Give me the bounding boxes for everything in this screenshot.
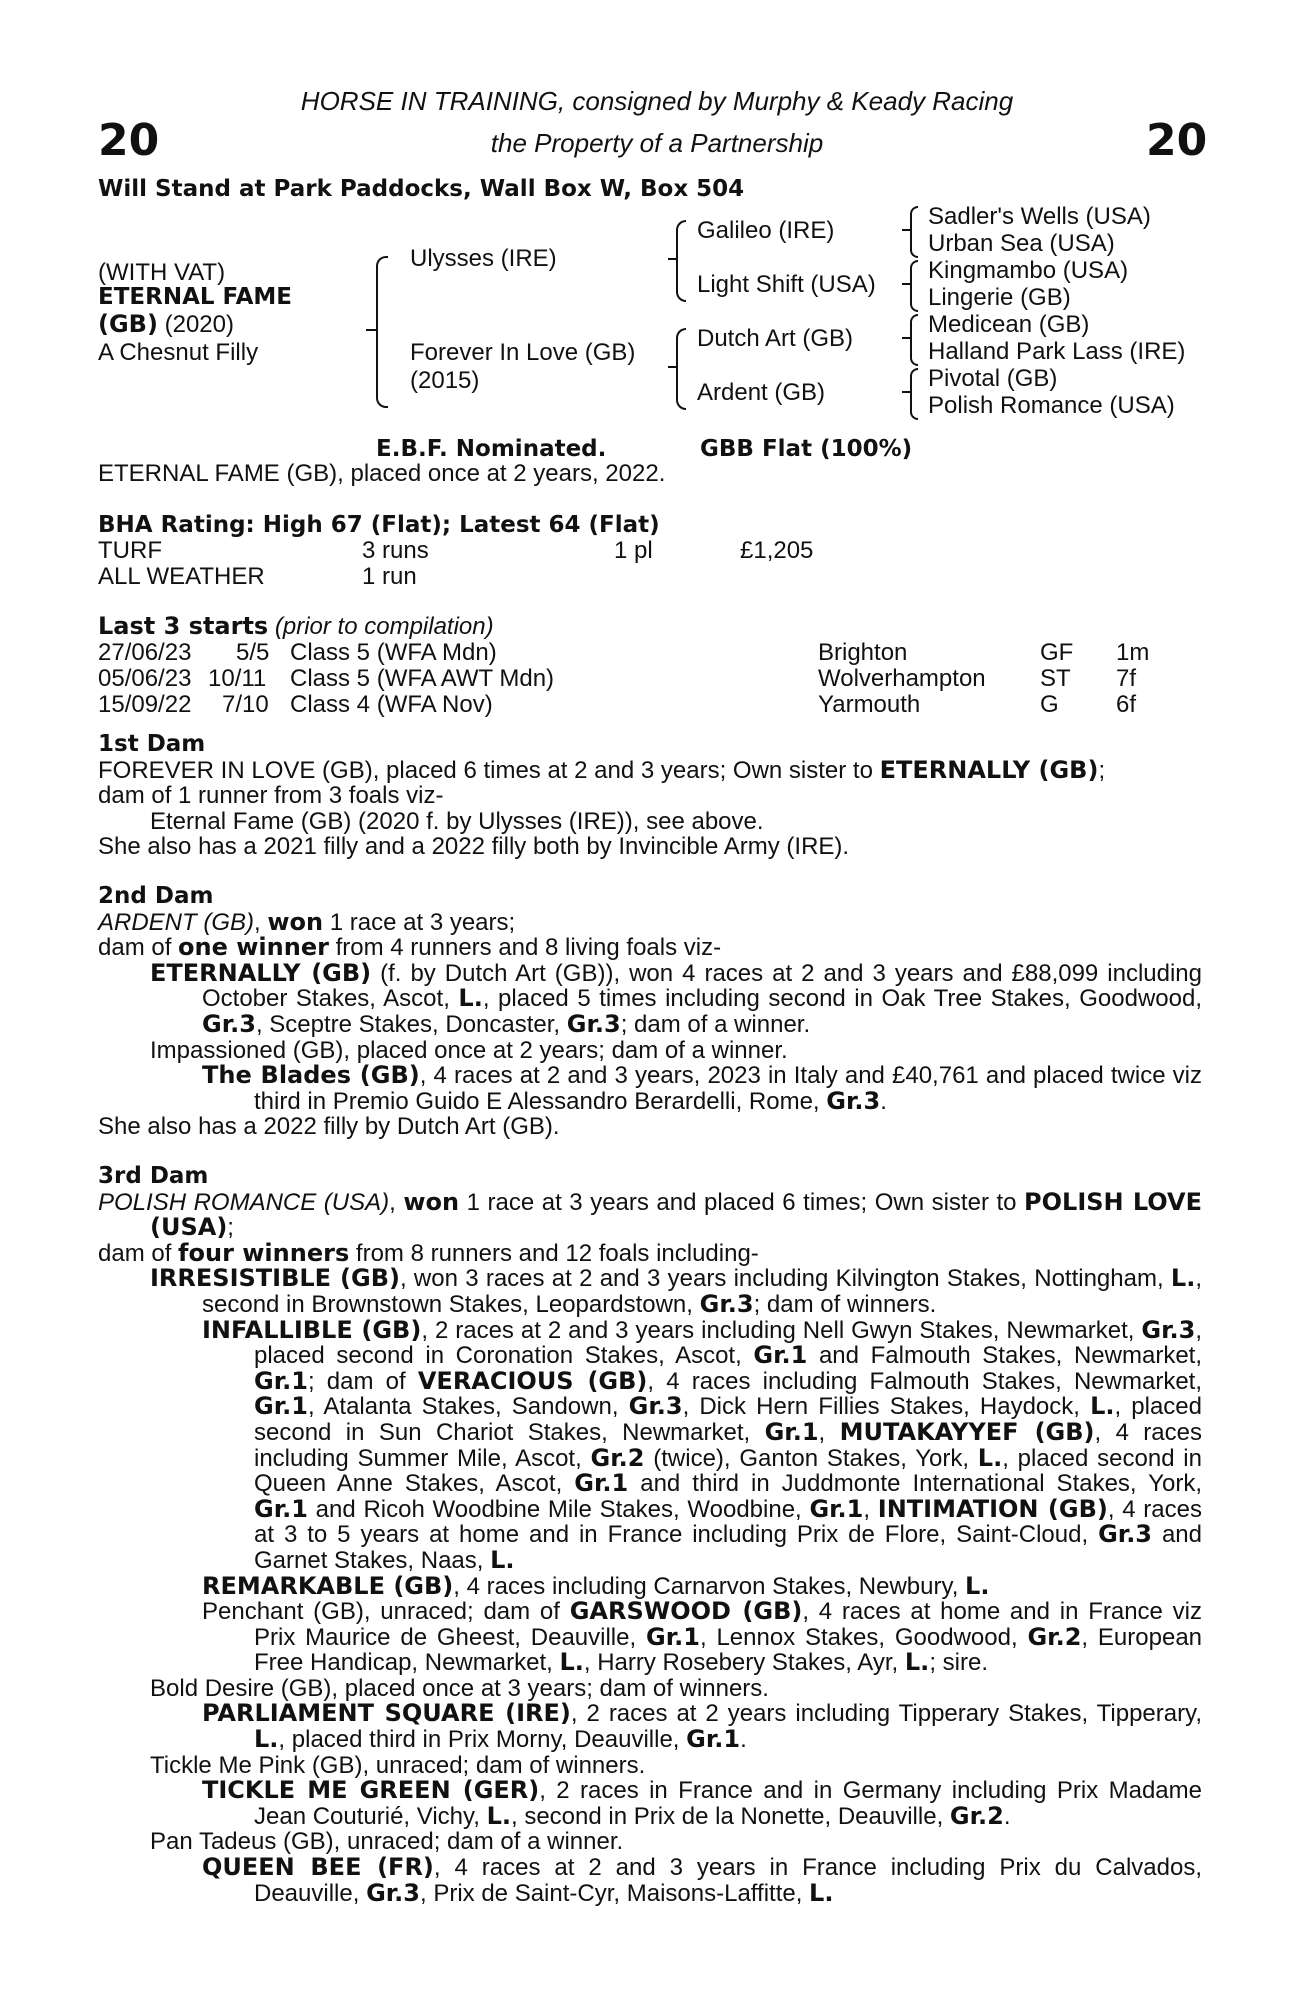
penchant-entry: Penchant (GB), unraced; dam of GARSWOOD (GB), 4 races at home and in France viz Prix Maurice de Gheest, Deauville, Gr.1, Lennox Stakes, Goodwood, Gr.2, European Free Handicap, Newmarket, L., Harry Rosebery Stakes, Ayr, L.; sire.	[202, 1597, 1203, 1677]
dam-brace	[676, 328, 686, 410]
tickle-me-green-entry: TICKLE ME GREEN (GER), 2 races in France and in Germany including Prix Madame Jean Couturié, Vichy, L., second in Prix de la Nonette, Deauville, Gr.2.	[202, 1776, 1202, 1830]
tickle-me-pink-entry: Tickle Me Pink (GB), unraced; dam of winners.	[150, 1751, 646, 1779]
dam: Forever In Love (GB)	[410, 339, 636, 366]
first-dam-line-2: dam of 1 runner from 3 foals viz-	[98, 782, 444, 810]
pan-tadeus-entry: Pan Tadeus (GB), unraced; dam of a winner.	[150, 1828, 624, 1856]
rating-row-surface-2: ALL WEATHER	[98, 563, 265, 590]
race-summary: ETERNAL FAME (GB), placed once at 2 years, 2022.	[98, 460, 666, 487]
dam-brace-point	[668, 366, 676, 368]
start-1-pos: 5/5	[236, 639, 270, 666]
queen-bee-entry: QUEEN BEE (FR), 4 races at 2 and 3 years in France including Prix du Calvados, Deauville, Gr.3, Prix de Saint-Cyr, Maisons-Laffitte, L.	[202, 1853, 1203, 1907]
start-3-course: Yarmouth	[818, 691, 921, 718]
grandsire-1: Sadler's Wells (USA)	[928, 203, 1151, 230]
first-dam-also: She also has a 2021 filly and a 2022 filly both by Invincible Army (IRE).	[98, 833, 850, 861]
dam-sire: Dutch Art (GB)	[697, 325, 854, 352]
g-brace-4-point	[902, 391, 910, 393]
property-line: the Property of a Partnership	[490, 128, 824, 158]
start-3-going: G	[1040, 691, 1059, 718]
g-brace-3	[910, 314, 918, 366]
start-3-date: 15/09/22	[98, 691, 192, 718]
second-dam-also: She also has a 2022 filly by Dutch Art (GB).	[98, 1113, 560, 1141]
parliament-square-entry: PARLIAMENT SQUARE (IRE), 2 races at 2 years including Tipperary Stakes, Tipperary, L., placed third in Prix Morny, Deauville, Gr.1.	[202, 1699, 1202, 1754]
horse-country-year: (GB) (2020)	[98, 310, 234, 338]
lot-number-left: 20	[98, 115, 160, 166]
grandsire-8: Polish Romance (USA)	[928, 392, 1175, 419]
irresistible-entry: IRRESISTIBLE (GB), won 3 races at 2 and 3 years including Kilvington Stakes, Nottingham, L., second in Brownstown Stakes, Leopardstown, Gr.3; dam of winners.	[150, 1264, 1203, 1318]
sire-brace	[676, 220, 686, 302]
infallible-entry: INFALLIBLE (GB), 2 races at 2 and 3 years including Nell Gwyn Stakes, Newmarket, Gr.3, placed second in Coronation Stakes, Ascot, Gr.1 and Falmouth Stakes, Newmarket, Gr.1; dam of VERACIOUS (GB), 4 races including Falmouth Stakes, Newmarket, Gr.1, Atalanta Stakes, Sandown, Gr.3, Dick Hern Fillies Stakes, Haydock, L., placed second in Sun Chariot Stakes, Newmarket, Gr.1, MUTAKAYYEF (GB), 4 races including Summer Mile, Ascot, Gr.2 (twice), Ganton Stakes, York, L., placed second in Queen Anne Stakes, Ascot, Gr.1 and third in Juddmonte International Stakes, York, Gr.1 and Ricoh Woodbine Mile Stakes, Woodbine, Gr.1, INTIMATION (GB), 4 races at 3 to 5 years at home and in France including Prix de Flore, Saint-Cloud, Gr.3 and Garnet Stakes, Naas, L.	[202, 1315, 1203, 1574]
start-1-course: Brighton	[818, 639, 908, 666]
the-blades-entry: The Blades (GB), 4 races at 2 and 3 years, 2023 in Italy and £40,761 and placed twice viz third in Premio Guido E Alessandro Berardelli, Rome, Gr.3.	[202, 1061, 1202, 1115]
g-brace-3-point	[902, 337, 910, 339]
start-2-distance: 7f	[1116, 665, 1137, 692]
sire-brace-point	[668, 258, 676, 260]
rating-row-runs-1: 3 runs	[362, 537, 429, 564]
last-starts-heading: Last 3 starts (prior to compilation)	[98, 612, 494, 640]
impassioned-entry: Impassioned (GB), placed once at 2 years; dam of a winner.	[150, 1036, 788, 1064]
gbb-nomination: GBB Flat (100%)	[700, 436, 913, 462]
second-dam-heading: 2nd Dam	[98, 883, 214, 909]
grandsire-4: Lingerie (GB)	[928, 284, 1071, 311]
remarkable-entry: REMARKABLE (GB), 4 races including Carnarvon Stakes, Newbury, L.	[202, 1571, 990, 1600]
start-2-date: 05/06/23	[98, 665, 192, 692]
third-dam-line-2: dam of four winners from 8 runners and 12 foals including-	[98, 1238, 759, 1267]
horse-name: ETERNAL FAME	[98, 284, 293, 310]
first-dam-section	[98, 732, 1202, 860]
rating-row-placings-1: 1 pl	[614, 537, 653, 564]
start-3-distance: 6f	[1116, 691, 1137, 718]
rating-row-surface-1: TURF	[98, 537, 162, 564]
bold-desire-entry: Bold Desire (GB), placed once at 3 years; dam of winners.	[150, 1674, 769, 1702]
sire-sire: Galileo (IRE)	[697, 217, 835, 244]
start-2-race: Class 5 (WFA AWT Mdn)	[290, 665, 555, 692]
g-brace-4	[910, 368, 918, 420]
dam-dam: Ardent (GB)	[697, 379, 826, 406]
dam-year: (2015)	[410, 367, 480, 394]
pedigree-brace-main-point	[366, 329, 376, 331]
g-brace-2-point	[902, 283, 910, 285]
start-3-race: Class 4 (WFA Nov)	[290, 691, 493, 718]
first-dam-produce: Eternal Fame (GB) (2020 f. by Ulysses (IRE)), see above.	[150, 807, 764, 835]
grandsire-5: Medicean (GB)	[928, 311, 1090, 338]
third-dam-line-1: POLISH ROMANCE (USA), won 1 race at 3 years and placed 6 times; Own sister to POLISH LOVE (USA);	[98, 1187, 1203, 1242]
start-3-pos: 7/10	[222, 691, 269, 718]
horse-description: A Chesnut Filly	[98, 339, 259, 366]
third-dam-heading: 3rd Dam	[98, 1163, 209, 1189]
first-dam-heading: 1st Dam	[98, 731, 206, 757]
second-dam-line-2: dam of one winner from 4 runners and 8 living foals viz-	[98, 933, 722, 962]
start-1-going: GF	[1040, 639, 1074, 666]
start-1-date: 27/06/23	[98, 639, 192, 666]
ebf-nomination: E.B.F. Nominated.	[376, 436, 607, 462]
grandsire-2: Urban Sea (USA)	[928, 230, 1115, 257]
second-dam-section	[98, 884, 1202, 1140]
consignor-line: HORSE IN TRAINING, consigned by Murphy & Keady Racing	[300, 86, 1014, 116]
sire: Ulysses (IRE)	[410, 245, 557, 272]
first-dam-line-1: FOREVER IN LOVE (GB), placed 6 times at 2 and 3 years; Own sister to ETERNALLY (GB);	[98, 755, 1106, 784]
pedigree-brace-main	[376, 256, 388, 408]
lot-number-right: 20	[1146, 115, 1208, 166]
grandsire-6: Halland Park Lass (IRE)	[928, 338, 1186, 365]
g-brace-1-point	[902, 229, 910, 231]
sire-dam: Light Shift (USA)	[697, 271, 876, 298]
start-1-race: Class 5 (WFA Mdn)	[290, 639, 497, 666]
rating-row-earnings-1: £1,205	[740, 537, 814, 564]
vat-note: (WITH VAT)	[98, 259, 226, 286]
start-2-pos: 10/11	[208, 665, 267, 692]
eternally-entry: ETERNALLY (GB) (f. by Dutch Art (GB)), won 4 races at 2 and 3 years and £88,099 including October Stakes, Ascot, L., placed 5 times including second in Oak Tree Stakes, Goodwood, Gr.3, Sceptre Stakes, Doncaster, Gr.3; dam of a winner.	[150, 958, 1203, 1038]
rating-row-runs-2: 1 run	[362, 563, 417, 590]
grandsire-7: Pivotal (GB)	[928, 365, 1058, 392]
start-1-distance: 1m	[1116, 639, 1150, 666]
start-2-course: Wolverhampton	[818, 665, 986, 692]
start-2-going: ST	[1040, 665, 1071, 692]
grandsire-3: Kingmambo (USA)	[928, 257, 1129, 284]
g-brace-1	[910, 206, 918, 258]
bha-rating: BHA Rating: High 67 (Flat); Latest 64 (Flat)	[98, 512, 660, 538]
venue-line: Will Stand at Park Paddocks, Wall Box W, Box 504	[98, 176, 745, 202]
g-brace-2	[910, 260, 918, 312]
second-dam-line-1: ARDENT (GB), won 1 race at 3 years;	[98, 907, 516, 936]
third-dam-section	[98, 1164, 1202, 1906]
